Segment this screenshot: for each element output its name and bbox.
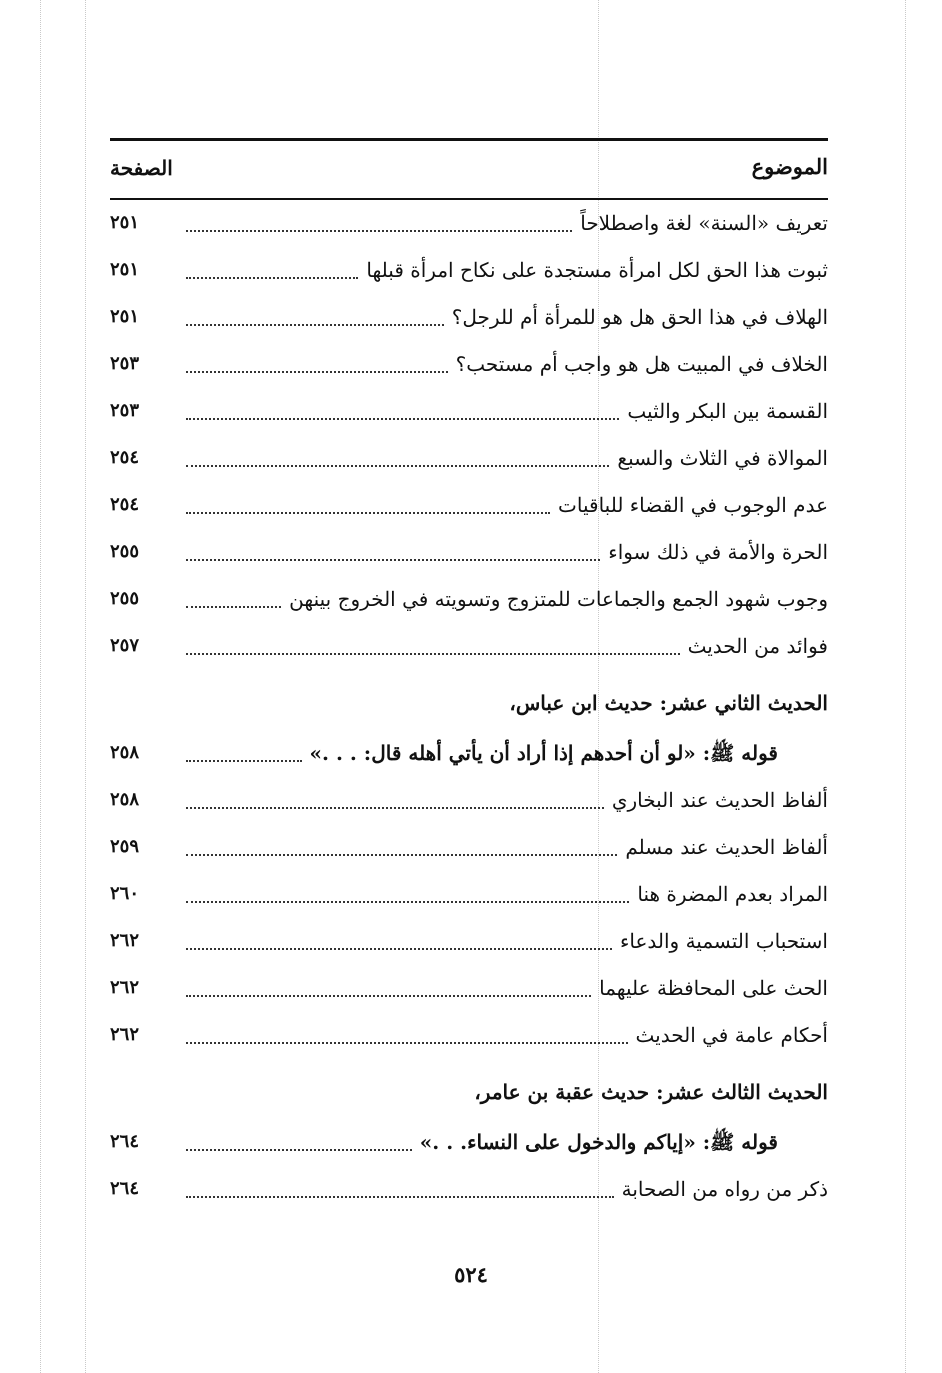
- dot-leader: [186, 490, 550, 514]
- toc-entry: [110, 349, 828, 396]
- toc-entry: [110, 926, 828, 973]
- entry-page-number: ٢٥٨: [110, 789, 140, 810]
- scan-guide-line: [40, 0, 41, 1373]
- entry-title: وجوب شهود الجمع والجماعات للمتزوج وتسويته في الخروج بينهن: [289, 587, 828, 611]
- entry-title: ثبوت هذا الحق لكل امرأة مستجدة على نكاح امرأة قبلها: [366, 258, 828, 282]
- entry-title: ألفاظ الحديث عند مسلم: [625, 835, 828, 859]
- entry-page-number: ٢٥٤: [110, 447, 140, 468]
- dot-leader: [186, 785, 604, 809]
- entry-title: عدم الوجوب في القضاء للباقيات: [558, 493, 828, 517]
- toc-entry: [110, 973, 828, 1020]
- entry-page-number: ٢٥٥: [110, 541, 140, 562]
- entry-title: ألفاظ الحديث عند البخاري: [611, 788, 828, 812]
- entry-title: القسمة بين البكر والثيب: [627, 399, 828, 423]
- toc-entry: [110, 738, 828, 785]
- dot-leader: [186, 396, 619, 420]
- dot-leader: [186, 302, 444, 326]
- toc-entry: [110, 631, 828, 678]
- entry-page-number: ٢٦٢: [110, 1024, 140, 1045]
- toc-entry: [110, 1127, 828, 1174]
- entry-page-number: ٢٦٢: [110, 930, 140, 951]
- toc-entry: [110, 537, 828, 584]
- page-number: ٥٢٤: [454, 1262, 488, 1287]
- entry-page-number: ٢٥١: [110, 259, 140, 280]
- entry-title: الحديث الثاني عشر: حديث ابن عباس،: [509, 691, 828, 715]
- entry-title: تعريف «السنة» لغة واصطلاحاً: [580, 211, 828, 235]
- dot-leader: [186, 631, 680, 655]
- dot-leader: [186, 349, 448, 373]
- entry-title: الموالاة في الثلاث والسبع: [617, 446, 828, 470]
- dot-leader: [186, 1020, 628, 1044]
- toc-entry: [110, 879, 828, 926]
- toc-entry: [110, 785, 828, 832]
- entry-page-number: ٢٥٣: [110, 400, 140, 421]
- entry-page-number: ٢٦٢: [110, 977, 140, 998]
- entry-title: ذكر من رواه من الصحابة: [621, 1177, 828, 1201]
- page-column-header: الصفحة: [110, 156, 173, 180]
- dot-leader: [186, 832, 617, 856]
- dot-leader: [186, 208, 572, 232]
- top-rule: [110, 138, 828, 141]
- toc-entry: [110, 302, 828, 349]
- scan-guide-line: [85, 0, 86, 1373]
- toc-entry: [110, 1020, 828, 1067]
- toc-entry: [110, 208, 828, 255]
- dot-leader: [186, 879, 629, 903]
- topic-column-header: الموضوع: [751, 154, 828, 179]
- entry-page-number: ٢٦٤: [110, 1131, 140, 1152]
- dot-leader: [186, 537, 600, 561]
- dot-leader: [186, 926, 612, 950]
- entry-page-number: ٢٥٣: [110, 353, 140, 374]
- entry-title: قوله ﷺ: «إياكم والدخول على النساء. . .»: [419, 1130, 778, 1154]
- toc-section-heading: [110, 1077, 828, 1127]
- dot-leader: [186, 1127, 412, 1151]
- entry-title: الخلاف في المبيت هل هو واجب أم مستحب؟: [455, 352, 828, 376]
- toc-section-heading: [110, 688, 828, 738]
- entry-page-number: ٢٥١: [110, 306, 140, 327]
- toc-entry: [110, 1174, 828, 1221]
- scan-guide-line: [905, 0, 906, 1373]
- dot-leader: [186, 1174, 614, 1198]
- toc-entry: [110, 255, 828, 302]
- toc-header: [110, 150, 828, 190]
- entry-page-number: ٢٥٨: [110, 742, 140, 763]
- dot-leader: [186, 738, 302, 762]
- entry-page-number: ٢٥٥: [110, 588, 140, 609]
- entry-page-number: ٢٥٩: [110, 836, 140, 857]
- entry-page-number: ٢٦٠: [110, 883, 140, 904]
- dot-leader: [186, 255, 358, 279]
- entry-page-number: ٢٥٧: [110, 635, 140, 656]
- entry-page-number: ٢٦٤: [110, 1178, 140, 1199]
- entry-page-number: ٢٥٤: [110, 494, 140, 515]
- toc-entry: [110, 490, 828, 537]
- entry-title: الحديث الثالث عشر: حديث عقبة بن عامر،: [474, 1080, 828, 1104]
- entry-title: استحباب التسمية والدعاء: [619, 929, 828, 953]
- entry-title: فوائد من الحديث: [687, 634, 828, 658]
- entry-title: قوله ﷺ: «لو أن أحدهم إذا أراد أن يأتي أهله قال: . . .»: [309, 741, 778, 765]
- entry-title: المراد بعدم المضرة هنا: [637, 882, 828, 906]
- toc-entry: [110, 584, 828, 631]
- dot-leader: [186, 443, 609, 467]
- entry-title: الحث على المحافظة عليهما: [599, 976, 828, 1000]
- toc-entries: [110, 208, 828, 1221]
- toc-entry: [110, 443, 828, 490]
- entry-title: أحكام عامة في الحديث: [635, 1023, 828, 1047]
- dot-leader: [186, 973, 591, 997]
- toc-entry: [110, 832, 828, 879]
- entry-page-number: ٢٥١: [110, 212, 140, 233]
- entry-title: الهلاف في هذا الحق هل هو للمرأة أم للرجل؟: [451, 305, 828, 329]
- dot-leader: [186, 584, 281, 608]
- entry-title: الحرة والأمة في ذلك سواء: [608, 540, 828, 564]
- toc-entry: [110, 396, 828, 443]
- header-rule: [110, 198, 828, 200]
